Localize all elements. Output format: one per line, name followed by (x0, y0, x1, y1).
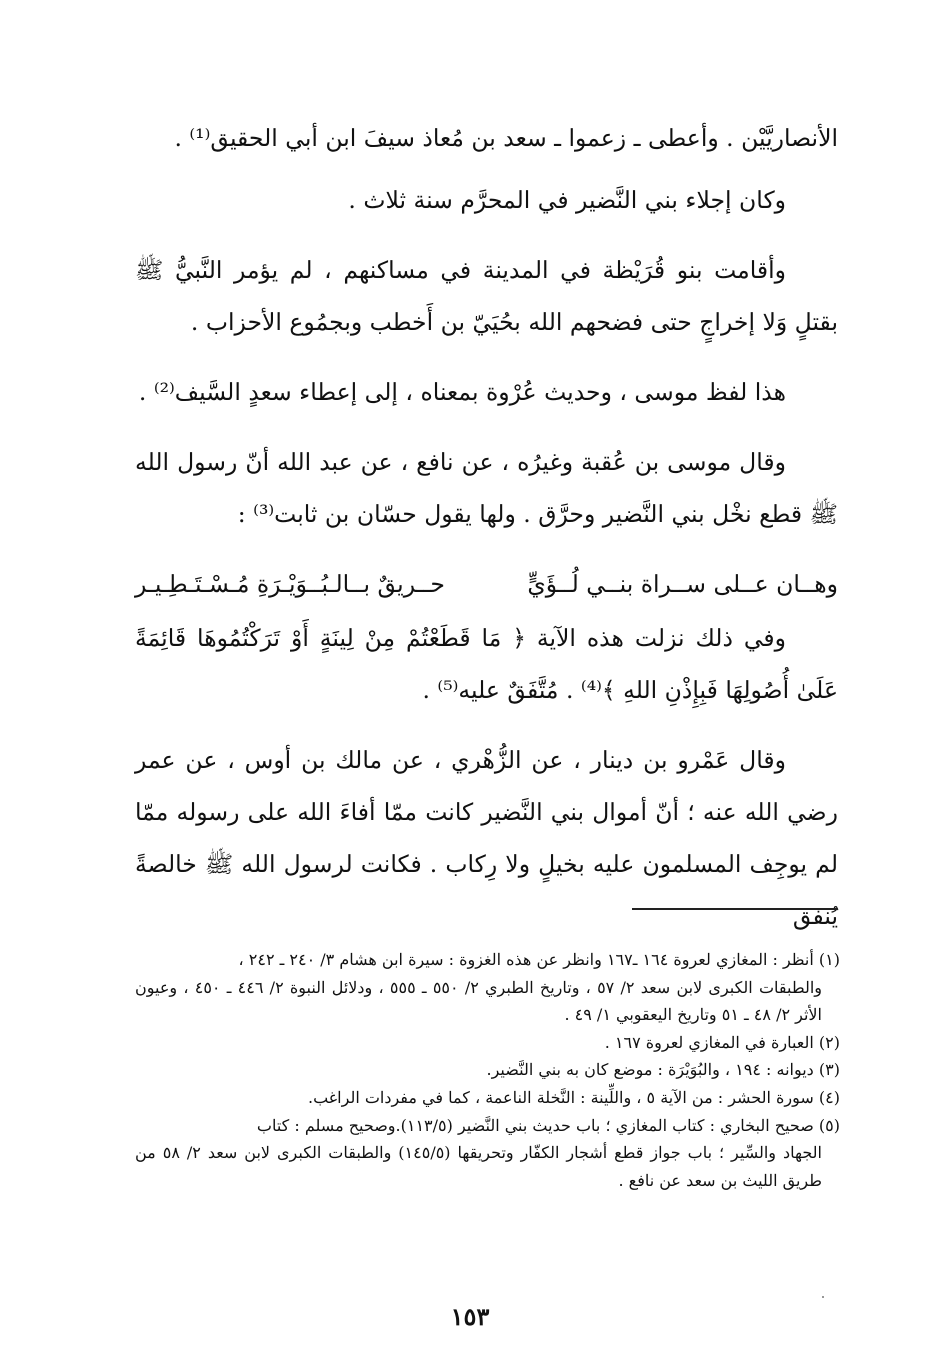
footnote-text: سورة الحشر : من الآية ٥ ، واللِّينة : النَّخلة الناعمة ، كما في مفردات الراغب. (308, 1087, 814, 1107)
footnote-marker: (٤) (818, 1087, 840, 1107)
footnote-text: ديوانه : ١٩٤ ، والبُوَيْرَة : موضع كان به بني النَّضير. (486, 1060, 814, 1080)
footnote-continuation: الجهاد والسِّير ؛ باب جواز قطع أشجار الكفّار وتحريقها (١٤٥/٥) والطبقات الكبرى لابن سعد ٢/ ٥٨ من طريق الليث بن سعد عن نافع . (135, 1143, 823, 1190)
footnote-4 (135, 1084, 840, 1112)
paragraph-1: الأنصاريَّيْن . وأعطى ـ زعموا ـ سعد بن مُعاذ سيفَ ابن أبي الحقيق⁽¹⁾ . (174, 124, 838, 152)
footnote-marker: (٥) (818, 1115, 840, 1135)
page-number: ١٥٣ (450, 1302, 490, 1331)
footnote-continuation: والطبقات الكبرى لابن سعد ٢/ ٥٧ ، وتاريخ الطبري ٢/ ٥٥٠ ـ ٥٥٥ ، ودلائل النبوة ٢/ ٤٤٦ ـ ٤٥٠ ، وعيون الأثر ٢/ ٤٨ ـ ٥١ وتاريخ اليعقوبي ١/ ٤٩ . (135, 977, 823, 1025)
paragraph-4: هذا لفظ موسى ، وحديث عُرْوة بمعناه ، إلى إعطاء سعدٍ السَّيف⁽²⁾ . (138, 378, 786, 406)
poem-left-hemistich: حــريقٌ بــالـبُــوَيْـرَةِ مُـسْـتَـطِـيـر (135, 570, 445, 598)
paragraph-2: وكان إجلاء بني النَّضير في المحرَّم سنة ثلاث . (348, 186, 786, 214)
footnote-marker: (٢) (818, 1032, 840, 1052)
footnote-separator (632, 908, 838, 910)
paragraph-5: وقال موسى بن عُقبة وغيرُه ، عن نافع ، عن عبد الله أنّ رسول الله ﷺ قطع نخْل بني النَّضير وحرَّق . ولها يقول حسّان بن ثابت⁽³⁾ : (135, 448, 838, 528)
paragraph-3: وأقامت بنو قُرَيْظة في المدينة في مساكنهم ، لم يؤمر النَّبيُّ ﷺ بقتلٍ وَلا إخراجٍ حتى فضحهم الله بحُيَيّ بن أَخطب وبجمُوع الأحزاب . (135, 256, 838, 336)
footnote-text: صحيح البخاري : كتاب المغازي ؛ باب حديث بني النَّضير (١١٣/٥).وصحيح مسلم : كتاب (256, 1115, 814, 1135)
main-text (135, 112, 838, 960)
footnote-1 (135, 946, 840, 1029)
footnote-text: العبارة في المغازي لعروة ١٦٧ . (604, 1032, 814, 1052)
footnote-2 (135, 1029, 840, 1057)
paragraph-7: وقال عَمْرو بن دينار ، عن الزُّهْري ، عن مالك بن أوس ، عن عمر رضي الله عنه ؛ أنّ أموال بني النَّضير كانت ممّا أفاءَ الله على رسوله ممّا لم يوجِف المسلمون عليه بخيلٍ ولا رِكاب . فكانت لرسول الله ﷺ خالصةً يُنفق (135, 746, 838, 930)
paragraph-6: وفي ذلك نزلت هذه الآية ﴿ مَا قَطَعْتُمْ مِنْ لِينَةٍ أَوْ تَرَكْتُمُوهَا قَائِمَةً عَلَىٰ أُصُولِهَا فَبِإِذْنِ اللهِ ﴾⁽⁴⁾ . مُتَّفَقٌ عليه⁽⁵⁾ . (135, 624, 838, 704)
poem-verse (135, 558, 838, 610)
scan-speck (822, 1296, 824, 1298)
footnote-marker: (١) (818, 950, 840, 969)
footnote-marker: (٣) (818, 1060, 840, 1080)
footnote-5 (135, 1112, 840, 1195)
footnote-text: أنظر : المغازي لعروة ١٦٤ ـ١٦٧ وانظر عن هذه الغزوة : سيرة ابن هشام ٣/ ٢٤٠ ـ ٢٤٢ ، (238, 950, 814, 969)
poem-right-hemistich: وهــان عــلى ســراة بنــي لُــؤَيٍّ (527, 570, 838, 598)
footnote-3 (135, 1056, 840, 1084)
footnotes (135, 946, 840, 1194)
